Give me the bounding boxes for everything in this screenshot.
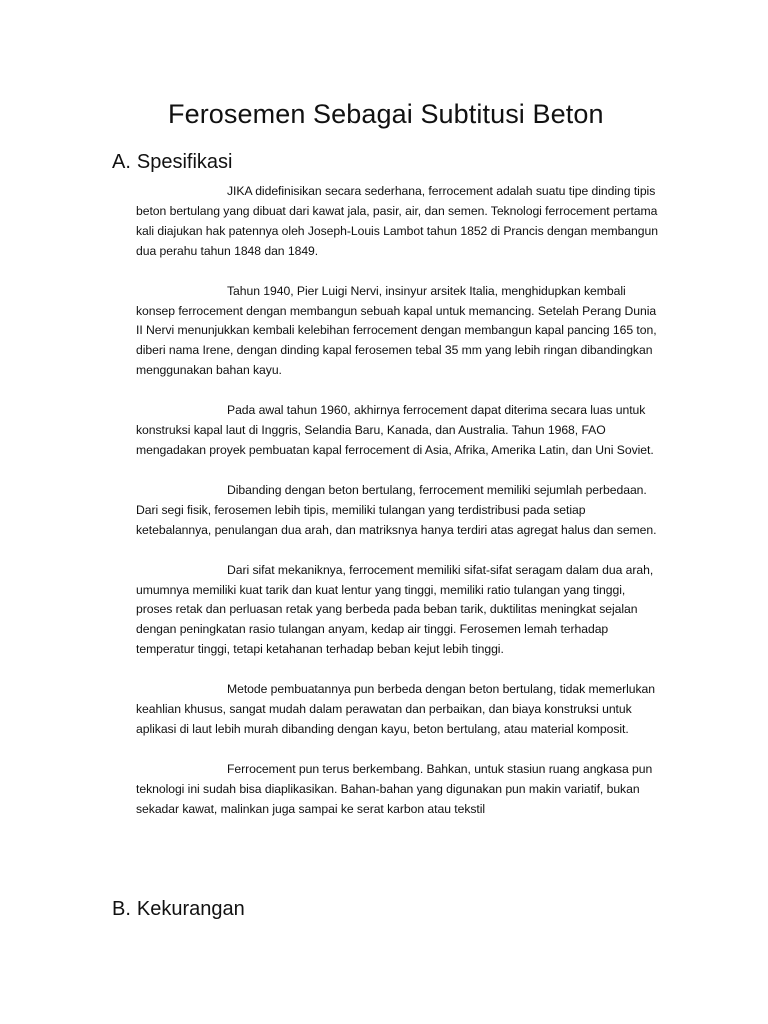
document-title: Ferosemen Sebagai Subtitusi Beton (168, 99, 604, 129)
paragraph: Dibanding dengan beton bertulang, ferrocement memiliki sejumlah perbedaan. Dari segi fisik, ferosemen lebih tipis, memiliki tulangan yang terdistribusi pada setiap ketebalannya, penulangan dua arah, dan matriksnya hanya terdiri atas agregat halus dan semen. (136, 482, 657, 537)
paragraph: Dari sifat mekaniknya, ferrocement memiliki sifat-sifat seragam dalam dua arah, umumnya memiliki kuat tarik dan kuat lentur yang tinggi, memiliki ratio tulangan yang tinggi, proses retak dan perluasan retak yang berbeda pada beban tarik, duktilitas meningkat sejalan dengan peningkatan rasio tulangan anyam, kedap air tinggi. Ferosemen lemah terhadap temperatur tinggi, tetapi ketahanan terhadap beban kejut lebih tinggi. (136, 562, 654, 657)
section-title: Kekurangan (136, 898, 245, 920)
paragraph: Ferrocement pun terus berkembang. Bahkan, untuk stasiun ruang angkasa pun teknologi ini sudah bisa diaplikasikan. Bahan-bahan yang digunakan pun makin variatif, bukan sekadar kawat, malinkan juga sampai ke serat karbon atau tekstil (136, 761, 653, 816)
section-body-spesifikasi (136, 182, 664, 840)
paragraph: JIKA didefinisikan secara sederhana, ferrocement adalah suatu tipe dinding tipis beton bertulang yang dibuat dari kawat jala, pasir, air, dan semen. Teknologi ferrocement pertama kali diajukan hak patennya oleh Joseph-Louis Lambot tahun 1852 di Prancis dengan membangun dua perahu tahun 1848 dan 1849. (136, 184, 658, 258)
paragraph: Tahun 1940, Pier Luigi Nervi, insinyur arsitek Italia, menghidupkan kembali konsep ferrocement dengan membangun sebuah kapal untuk memancing. Setelah Perang Dunia II Nervi menunjukkan kembali kelebihan ferrocement dengan membangun kapal pancing 165 ton, diberi nama Irene, dengan dinding kapal ferosemen tebal 35 mm yang lebih ringan dibandingkan menggunakan bahan kayu. (136, 283, 657, 378)
paragraph: Pada awal tahun 1960, akhirnya ferrocement dapat diterima secara luas untuk konstruksi kapal laut di Inggris, Selandia Baru, Kanada, dan Australia. Tahun 1968, FAO mengadakan proyek pembuatan kapal ferrocement di Asia, Afrika, Amerika Latin, dan Uni Soviet. (136, 403, 654, 457)
section-heading-kekurangan (112, 895, 245, 923)
section-letter: A. (112, 151, 131, 173)
section-letter: B. (112, 898, 131, 920)
section-heading-spesifikasi (112, 148, 233, 176)
section-title: Spesifikasi (136, 151, 233, 173)
paragraph: Metode pembuatannya pun berbeda dengan beton bertulang, tidak memerlukan keahlian khusus, sangat mudah dalam perawatan dan perbaikan, dan biaya konstruksi untuk aplikasi di laut lebih murah dibanding dengan kayu, beton bertulang, atau material komposit. (136, 682, 656, 736)
